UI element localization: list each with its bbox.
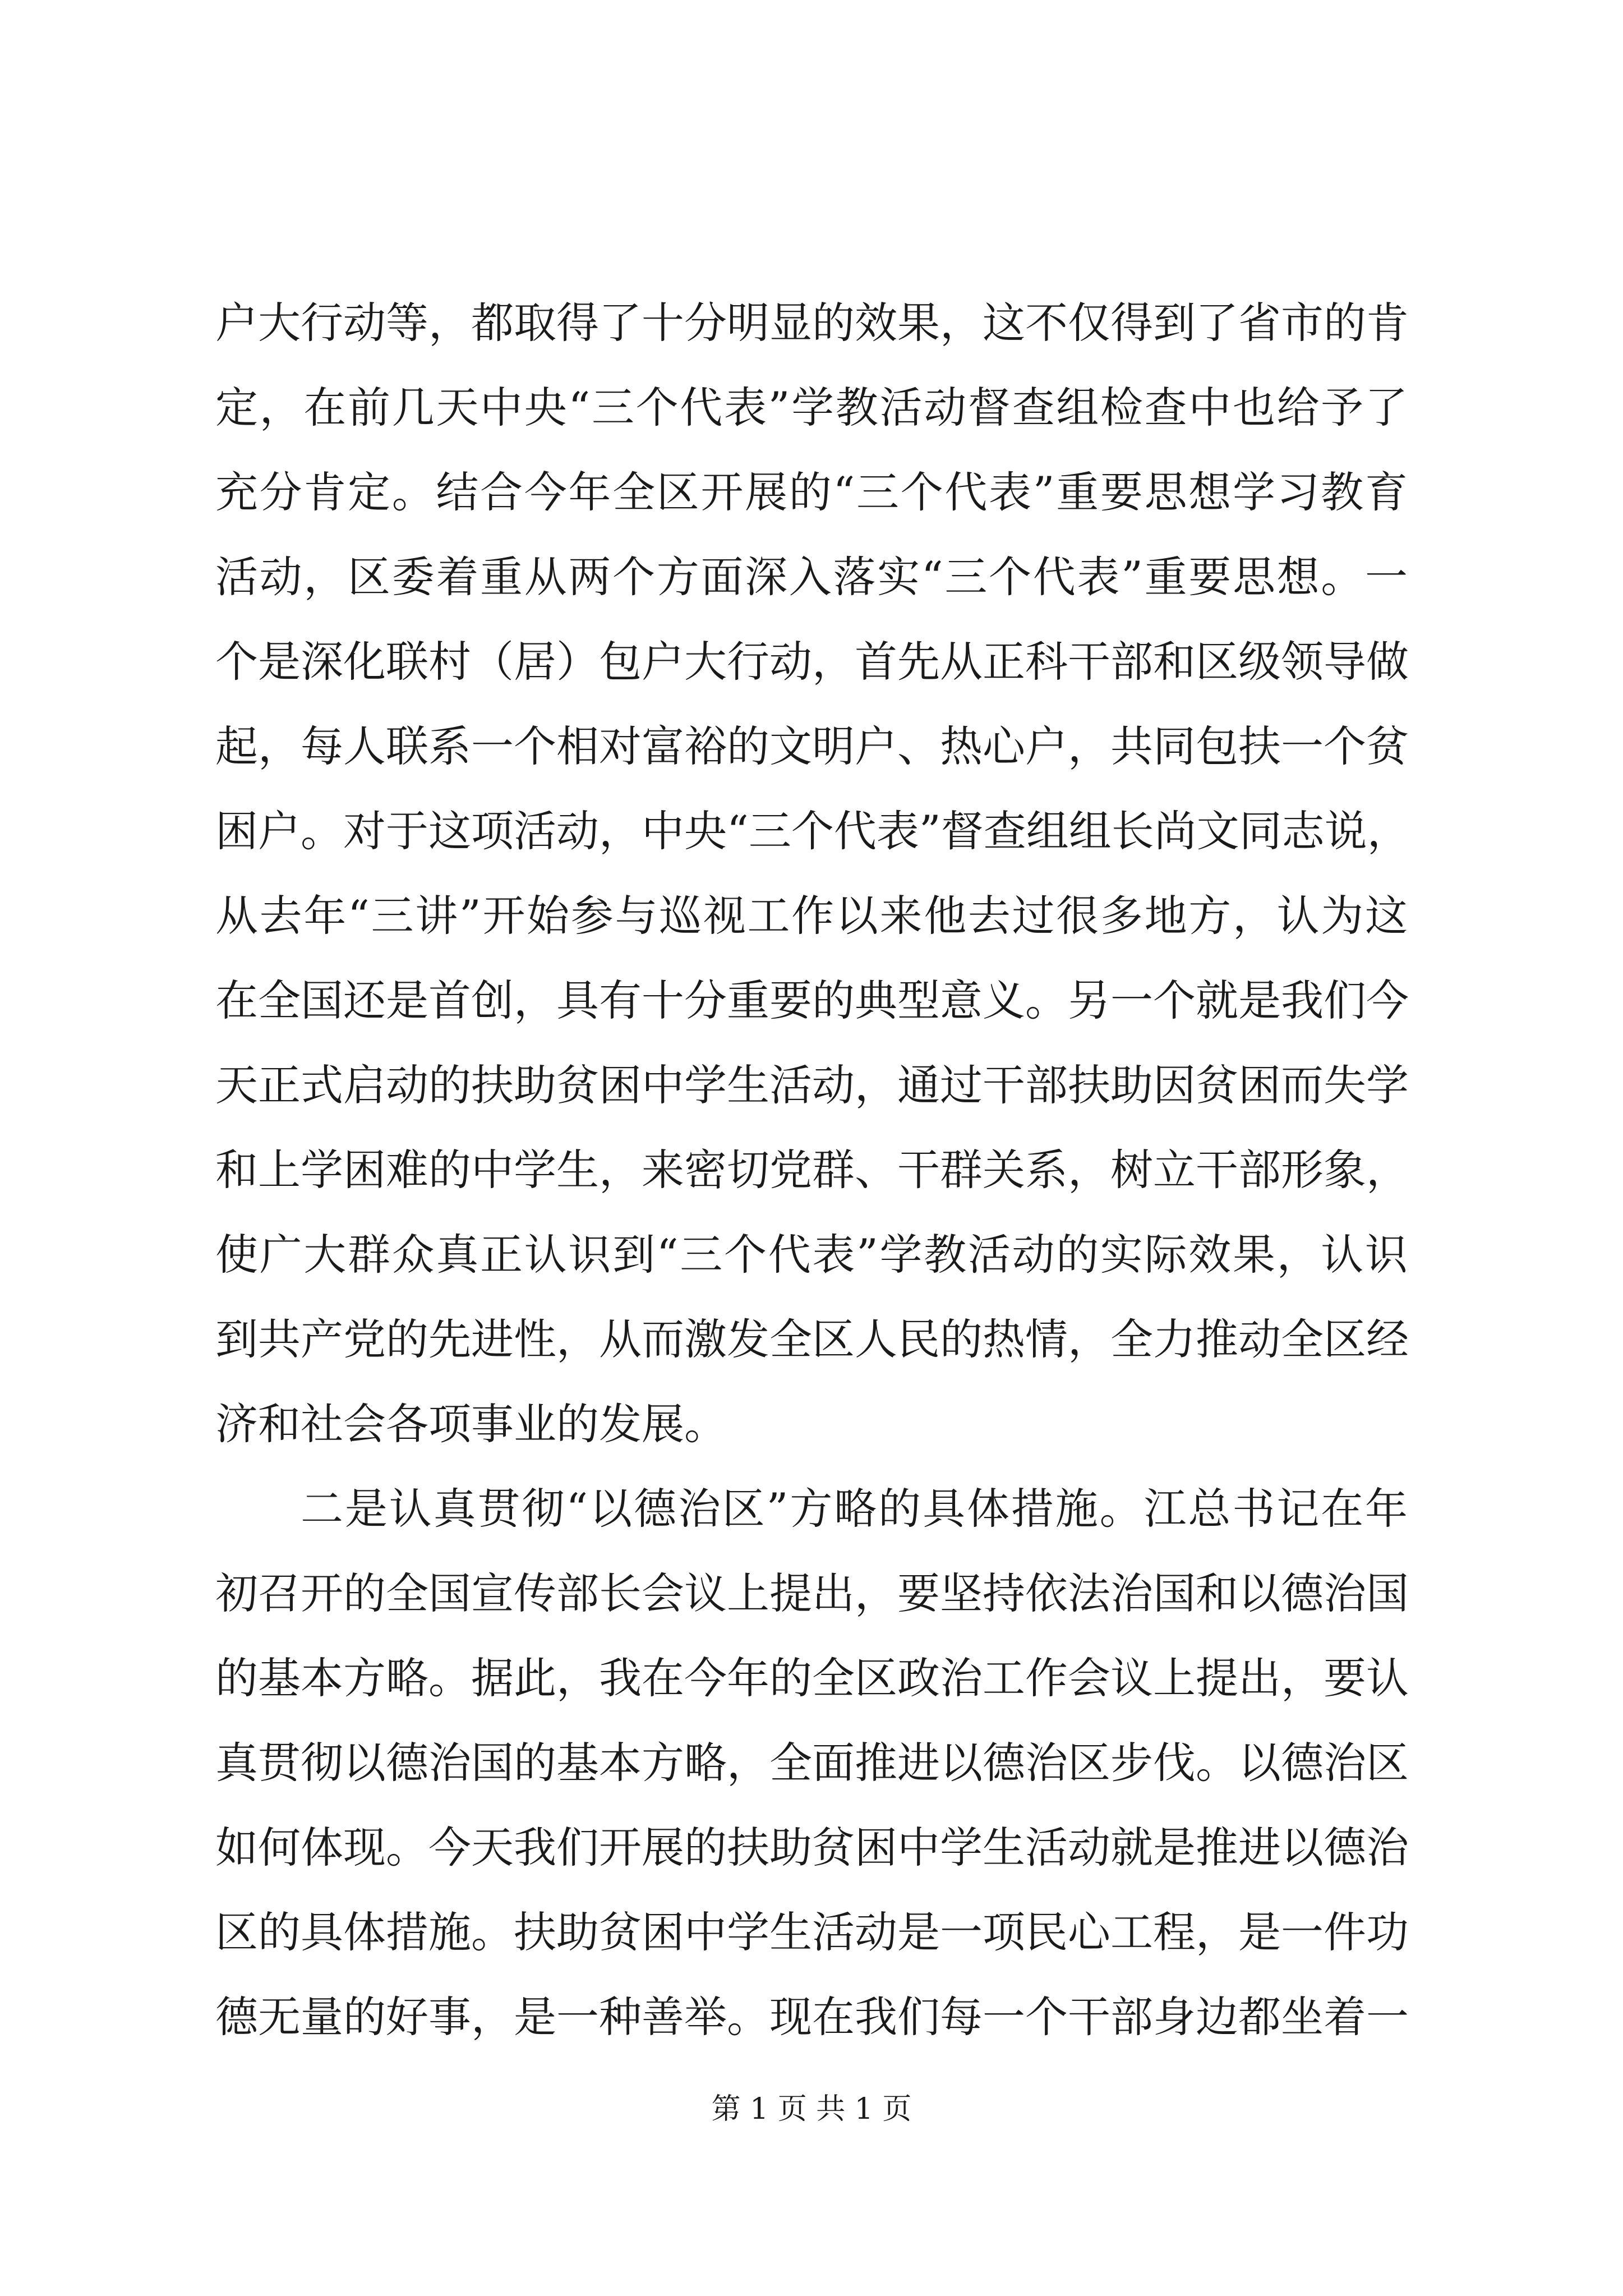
text-line: 的基本方略。据此，我在今年的全区政治工作会议上提出，要认: [215, 1653, 1409, 1703]
text-line: 户大行动等，都取得了十分明显的效果，这不仅得到了省市的肯: [215, 298, 1409, 348]
text-line: 个是深化联村（居）包户大行动，首先从正科干部和区级领导做: [215, 637, 1409, 687]
text-line: 从去年“三讲”开始参与巡视工作以来他去过很多地方，认为这: [215, 891, 1408, 941]
text-line: 定，在前几天中央“三个代表”学教活动督查组检查中也给予了: [215, 383, 1408, 432]
text-line: 如何体现。今天我们开展的扶助贫困中学生活动就是推进以德治: [215, 1823, 1409, 1872]
text-line: 在全国还是首创，具有十分重要的典型意义。另一个就是我们今: [215, 976, 1409, 1025]
text-line: 使广大群众真正认识到“三个代表”学教活动的实际效果，认识: [215, 1230, 1408, 1280]
text-line: 区的具体措施。扶助贫困中学生活动是一项民心工程，是一件功: [215, 1907, 1409, 1957]
text-line: 起，每人联系一个相对富裕的文明户、热心户，共同包扶一个贫: [215, 721, 1409, 771]
text-line: 到共产党的先进性，从而激发全区人民的热情，全力推动全区经: [215, 1314, 1409, 1364]
text-line: 济和社会各项事业的发展。: [215, 1399, 727, 1449]
text-line: 真贯彻以德治国的基本方略，全面推进以德治区步伐。以德治区: [215, 1738, 1409, 1788]
text-line: 困户。对于这项活动，中央“三个代表”督查组组长尚文同志说，: [215, 806, 1410, 856]
page-number-footer: 第 1 页 共 1 页: [711, 2092, 912, 2126]
text-line: 充分肯定。结合今年全区开展的“三个代表”重要思想学习教育: [215, 467, 1408, 517]
text-line: 天正式启动的扶助贫困中学生活动，通过干部扶助因贫困而失学: [215, 1060, 1409, 1110]
text-line: 初召开的全国宣传部长会议上提出，要坚持依法治国和以德治国: [215, 1568, 1409, 1618]
text-line: 和上学困难的中学生，来密切党群、干群关系，树立干部形象，: [215, 1145, 1409, 1195]
text-line: 活动，区委着重从两个方面深入落实“三个代表”重要思想。一: [215, 552, 1408, 602]
text-line: 德无量的好事，是一种善举。现在我们每一个干部身边都坐着一: [215, 1992, 1409, 2042]
text-line: 二是认真贯彻“以德治区”方略的具体措施。江总书记在年: [301, 1484, 1408, 1534]
document-body: [215, 280, 1408, 2059]
